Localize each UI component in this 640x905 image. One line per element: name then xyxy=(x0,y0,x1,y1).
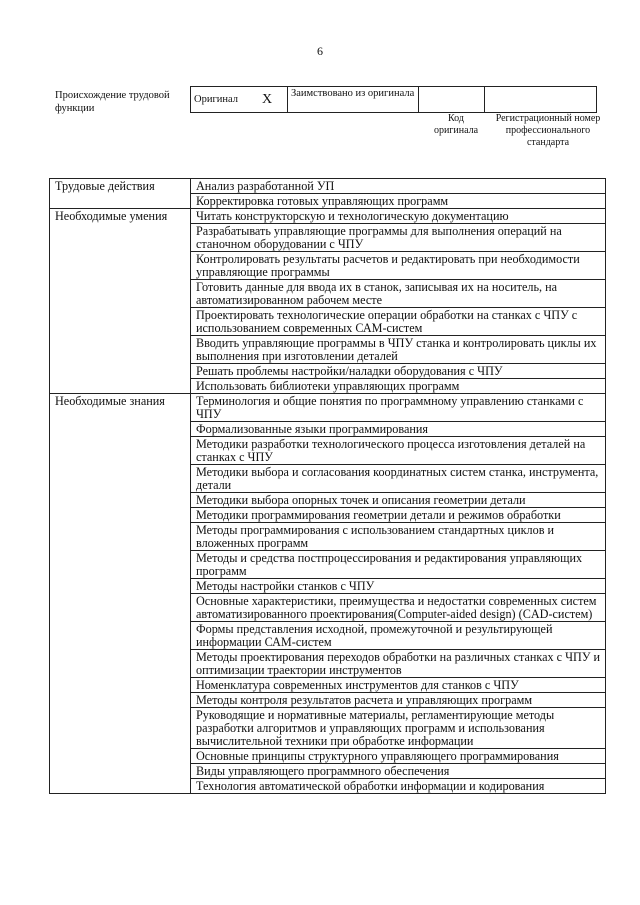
item-text: Формы представления исходной, промежуточной и результирующей информации САМ-систем xyxy=(191,622,606,650)
item-text: Решать проблемы настройки/наладки оборудования с ЧПУ xyxy=(191,364,606,379)
item-text: Руководящие и нормативные материалы, регламентирующие методы разработки алгоритмов и управляющих программ и использования вычислительной техники при обработке информации xyxy=(191,708,606,749)
item-text: Использовать библиотеки управляющих программ xyxy=(191,379,606,394)
category-label: Необходимые знания xyxy=(50,394,191,794)
code-cell xyxy=(419,87,485,113)
origin-label: Происхождение трудовой функции xyxy=(55,90,170,114)
origin-table xyxy=(190,86,597,113)
original-cell: Оригинал xyxy=(191,87,261,113)
item-text: Методы программирования с использованием стандартных циклов и вложенных программ xyxy=(191,523,606,551)
reg-caption: Регистрационный номер профессионального стандарта xyxy=(495,113,601,148)
item-text: Разрабатывать управляющие программы для выполнения операций на станочном оборудовании с ЧПУ xyxy=(191,224,606,252)
item-text: Формализованные языки программирования xyxy=(191,422,606,437)
item-text: Вводить управляющие программы в ЧПУ станка и контролировать циклы их выполнения при изготовлении деталей xyxy=(191,336,606,364)
item-text: Методы контроля результатов расчета и управляющих программ xyxy=(191,693,606,708)
category-label: Трудовые действия xyxy=(50,179,191,209)
item-text: Читать конструкторскую и технологическую документацию xyxy=(191,209,606,224)
item-text: Методики выбора опорных точек и описания геометрии детали xyxy=(191,493,606,508)
table-row xyxy=(50,394,606,422)
function-table xyxy=(49,178,606,794)
item-text: Методики программирования геометрии детали и режимов обработки xyxy=(191,508,606,523)
item-text: Основные принципы структурного управляющего программирования xyxy=(191,749,606,764)
item-text: Технология автоматической обработки информации и кодирования xyxy=(191,779,606,794)
code-caption: Код оригинала xyxy=(433,113,479,136)
item-text: Контролировать результаты расчетов и редактировать при необходимости управляющие программы xyxy=(191,252,606,280)
item-text: Основные характеристики, преимущества и недостатки современных систем автоматизированного проектирования(Computer-aided design) (CAD-систем) xyxy=(191,594,606,622)
table-row xyxy=(50,179,606,194)
item-text: Методы и средства постпроцессирования и редактирования управляющих программ xyxy=(191,551,606,579)
item-text: Готовить данные для ввода их в станок, записывая их на носитель, на автоматизированном рабочем месте xyxy=(191,280,606,308)
function-table-body xyxy=(50,179,606,794)
table-row xyxy=(50,209,606,224)
item-text: Проектировать технологические операции обработки на станках с ЧПУ с использованием современных САМ-систем xyxy=(191,308,606,336)
page-number: 6 xyxy=(317,44,323,58)
item-text: Методики разработки технологического процесса изготовления деталей на станках с ЧПУ xyxy=(191,437,606,465)
item-text: Анализ разработанной УП xyxy=(191,179,606,194)
reg-number-cell xyxy=(485,87,597,113)
item-text: Терминология и общие понятия по программному управлению станками с ЧПУ xyxy=(191,394,606,422)
item-text: Номенклатура современных инструментов для станков с ЧПУ xyxy=(191,678,606,693)
borrowed-cell: Заимствовано из оригинала xyxy=(288,87,419,113)
original-mark: X xyxy=(260,87,288,113)
item-text: Методики выбора и согласования координатных систем станка, инструмента, детали xyxy=(191,465,606,493)
item-text: Виды управляющего программного обеспечения xyxy=(191,764,606,779)
item-text: Методы проектирования переходов обработки на различных станках с ЧПУ и оптимизации траектории инструментов xyxy=(191,650,606,678)
item-text: Корректировка готовых управляющих программ xyxy=(191,194,606,209)
category-label: Необходимые умения xyxy=(50,209,191,394)
item-text: Методы настройки станков с ЧПУ xyxy=(191,579,606,594)
